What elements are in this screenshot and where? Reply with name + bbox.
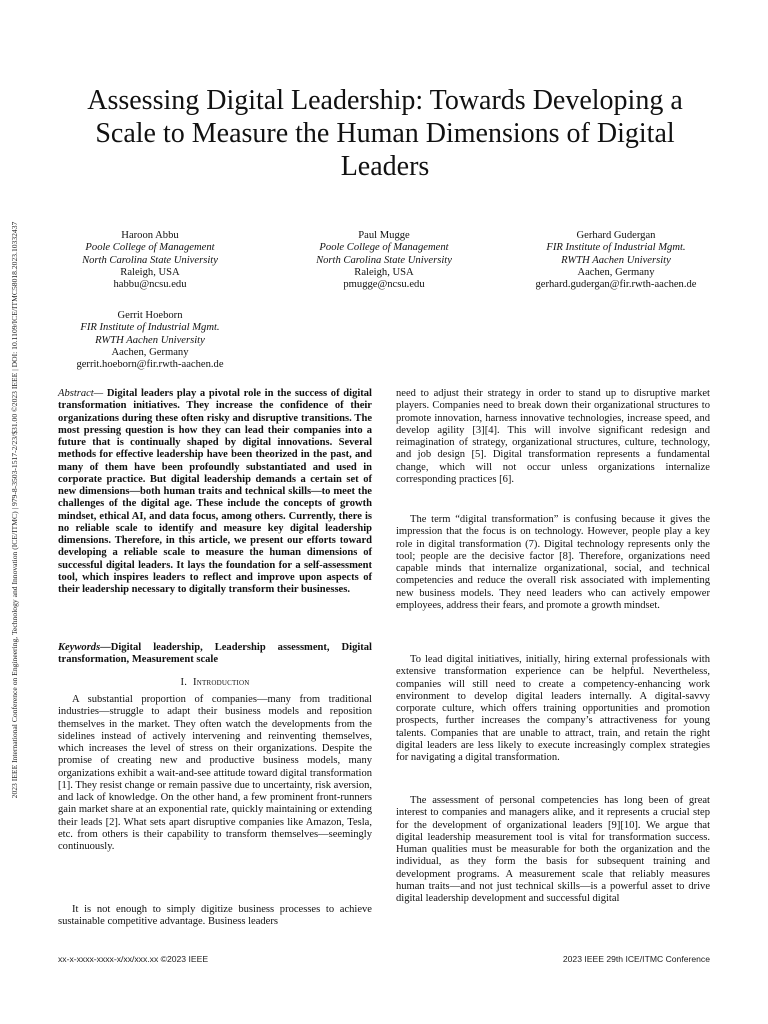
- author-affiliation-2: RWTH Aachen University: [95, 334, 205, 346]
- paragraph-3: need to adjust their strategy in order to stand up to disruptive market players. Companies need to break down their organizational structures to promote innovation, harness innovative technologies, increase speed, and develop agility [3][4]. This will involve significant redesign and reimagination of strategy, organizational structures, culture, technology, and job design [5]. Digital transformation represents a fundamental change, which will not occur unless organizations internalize corresponding practices [6].: [396, 388, 710, 485]
- author-block-1: [40, 230, 260, 291]
- author-location: Raleigh, USA: [120, 266, 180, 278]
- author-affiliation-2: RWTH Aachen University: [561, 254, 671, 266]
- section-heading-introduction: [58, 677, 372, 688]
- author-email: gerrit.hoeborn@fir.rwth-aachen.de: [76, 359, 224, 371]
- author-affiliation-1: FIR Institute of Industrial Mgmt.: [80, 322, 220, 334]
- author-block-3: [506, 230, 726, 291]
- author-block-4: [40, 310, 260, 371]
- keywords: [58, 642, 372, 667]
- author-email: gerhard.gudergan@fir.rwth-aachen.de: [535, 279, 697, 291]
- author-email: habbu@ncsu.edu: [113, 279, 187, 291]
- abstract: [58, 388, 372, 596]
- keywords-text: Digital leadership, Leadership assessment, Digital transformation, Measurement scale: [58, 642, 372, 666]
- section-number: I.: [180, 677, 188, 688]
- author-name: Gerhard Gudergan: [576, 230, 656, 241]
- keywords-label: Keywords—: [58, 642, 111, 653]
- author-affiliation-1: Poole College of Management: [319, 242, 449, 254]
- author-name: Paul Mugge: [358, 230, 410, 241]
- author-email: pmugge@ncsu.edu: [343, 279, 425, 291]
- paragraph-5: To lead digital initiatives, initially, hiring external professionals with extensive transformation experience can be helpful. Nevertheless, companies will still need to create a competency-enhancing work environment to develop digital leaders internally. A digital-savvy corporate culture, which offers training opportunities and promotion prospects, further increases the company’s attractiveness for young talents. Companies that are unable to attract, train, and retain the right digital leaders are less likely to execute increasingly complex strategies for navigating a digital transformation.: [396, 654, 710, 763]
- paragraph-2: It is not enough to simply digitize business processes to achieve sustainable competitive advantage. Business leaders: [58, 904, 372, 928]
- author-block-2: [274, 230, 494, 291]
- paper-title: Assessing Digital Leadership: Towards Developing a Scale to Measure the Human Dimensions of Digital Leaders: [87, 85, 683, 182]
- author-name: Gerrit Hoeborn: [117, 310, 183, 321]
- footer-copyright: xx-x-xxxx-xxxx-x/xx/xxx.xx ©2023 IEEE: [58, 954, 209, 964]
- paragraph-4: The term “digital transformation” is confusing because it gives the impression that the focus is on technology. However, people play a key role in digital transformation (7). Digital technology represents only the tool; people are the decisive factor [8]. Therefore, organizations need capable minds that internalize organizational, social, and technical competencies and reduce the overall risk associated with implementing new business models. They need leaders who can actively empower employees, address their fears, and promote a growth mindset.: [396, 514, 710, 611]
- section-title: Introduction: [193, 677, 250, 688]
- paragraph-6: The assessment of personal competencies has long been of great interest to companies and managers alike, and it represents a crucial step for the development of organizational leaders [9][10]. We argue that digital leadership measurement tool is vital for transformation success. Human qualities must be measurable for both the organization and the individual, as they form the basis for subsequent training and development programs. A measurement scale that reliably measures human traits—and not just technical skills—is a powerful asset to drive digital leadership development and successful digital: [396, 795, 710, 904]
- author-location: Aachen, Germany: [111, 346, 189, 358]
- author-affiliation-2: North Carolina State University: [316, 254, 452, 266]
- side-doi-identifier: [8, 135, 22, 885]
- side-doi-text: 2023 IEEE International Conference on Engineering, Technology and Innovation (ICE/ITMC) | 979-8-3503-1517-2/23/$31.00 ©2023 IEEE | DOI: 10.1109/ICE/ITMC58018.2023.10332437: [10, 221, 19, 799]
- author-location: Raleigh, USA: [354, 266, 414, 278]
- paragraph-1: A substantial proportion of companies—many from traditional industries—struggle to adapt their business models and reposition themselves in the market. They often watch the developments from the sidelines instead of actively intervening and reinventing themselves, which increases the level of stress on their organizations. Despite the promise of creating new and productive business models, many organizations exhibit a wait-and-see attitude toward digital transformation [1]. They resist change or remain passive due to uncertainty, risk aversion, and lack of knowledge. On the other hand, a few prominent front-runners gain market share at an exponential rate, quickly maintaining or extending their leads [2]. What sets apart disruptive companies like Amazon, Tesla, etc. from others is their capability to transform themselves—seemingly continuously.: [58, 694, 372, 852]
- author-affiliation-1: FIR Institute of Industrial Mgmt.: [546, 242, 686, 254]
- abstract-label: Abstract—: [58, 388, 104, 399]
- author-name: Haroon Abbu: [121, 230, 179, 241]
- footer-conference: 2023 IEEE 29th ICE/ITMC Conference: [562, 954, 710, 964]
- author-location: Aachen, Germany: [577, 266, 655, 278]
- author-affiliation-1: Poole College of Management: [85, 242, 215, 254]
- author-affiliation-2: North Carolina State University: [82, 254, 218, 266]
- abstract-text: Digital leaders play a pivotal role in the success of digital transformation initiatives. They increase the confidence of their organizations during these often risky and disruptive transitions. The most pressing question is how they can lead their companies into a future that is continually shaped by digital innovations. Several methods for effective leadership have been theorized in the past, and many of them have been profoundly substantiated and used in corporate practice. But digital leadership demands a certain set of new dimensions—both human traits and technical skills—to meet the challenges of the digital age. These include the concepts of growth mindset, ethical AI, and data focus, among others. Currently, there is no reliable scale to identify and measure key digital leadership dimensions. Therefore, in this article, we present our efforts toward developing a reliable scale to measure the human dimensions of successful digital leaders. It lays the foundation for a self-assessment tool, which inspires leaders to reflect and improve upon aspects of their leadership necessary to digitally transform their businesses.: [58, 388, 372, 595]
